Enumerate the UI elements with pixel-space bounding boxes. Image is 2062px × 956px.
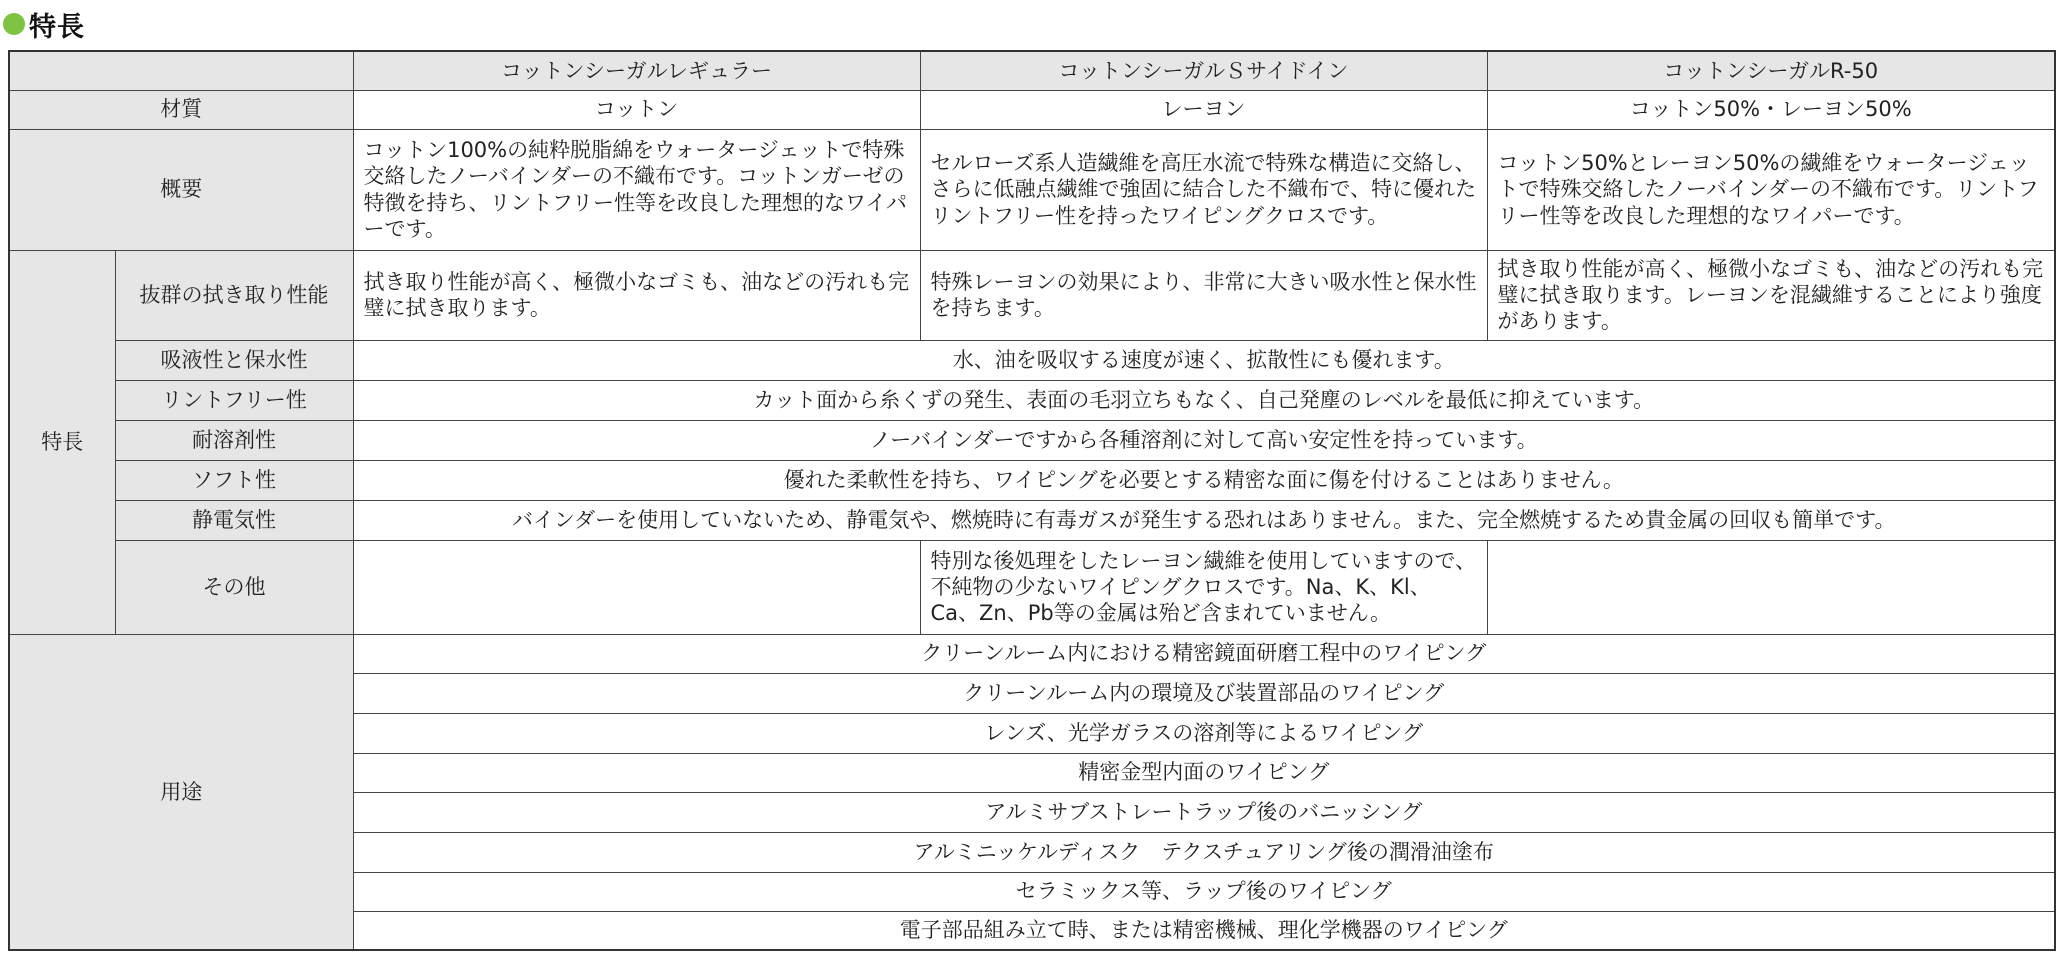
static-label: 静電気性 bbox=[115, 500, 353, 540]
use-item: クリーンルーム内の環境及び装置部品のワイピング bbox=[353, 673, 2055, 713]
wiping-regular: 拭き取り性能が高く、極微小なゴミも、油などの汚れも完璧に拭き取ります。 bbox=[353, 250, 920, 340]
absorb-label: 吸液性と保水性 bbox=[115, 340, 353, 380]
use-item: セラミックス等、ラップ後のワイピング bbox=[353, 872, 2055, 911]
absorb-row bbox=[9, 340, 2055, 380]
material-label: 材質 bbox=[9, 90, 353, 129]
lintfree-label: リントフリー性 bbox=[115, 380, 353, 420]
use-item: アルミサブストレートラップ後のバニッシング bbox=[353, 792, 2055, 832]
soft-row bbox=[9, 460, 2055, 500]
header-row bbox=[9, 51, 2055, 90]
material-s-side-in: レーヨン bbox=[920, 90, 1487, 129]
solvent-row bbox=[9, 420, 2055, 460]
spec-table bbox=[8, 50, 2056, 951]
other-regular bbox=[353, 540, 920, 634]
overview-s-side-in: セルローズ系人造繊維を高圧水流で特殊な構造に交絡し、さらに低融点繊維で強固に結合した不織布で、特に優れたリントフリー性を持ったワイピングクロスです。 bbox=[920, 129, 1487, 250]
use-item: アルミニッケルディスク テクスチュアリング後の潤滑油塗布 bbox=[353, 832, 2055, 872]
solvent-value: ノーバインダーですから各種溶剤に対して高い安定性を持っています。 bbox=[353, 420, 2055, 460]
other-r50 bbox=[1487, 540, 2055, 634]
soft-value: 優れた柔軟性を持ち、ワイピングを必要とする精密な面に傷を付けることはありません。 bbox=[353, 460, 2055, 500]
static-value: バインダーを使用していないため、静電気や、燃焼時に有毒ガスが発生する恐れはありません。また、完全燃焼するため貴金属の回収も簡単です。 bbox=[353, 500, 2055, 540]
use-item: 精密金型内面のワイピング bbox=[353, 753, 2055, 792]
soft-label: ソフト性 bbox=[115, 460, 353, 500]
column-header-regular: コットンシーガルレギュラー bbox=[353, 51, 920, 90]
uses-label: 用途 bbox=[9, 634, 353, 950]
lintfree-row bbox=[9, 380, 2055, 420]
column-header-r50: コットンシーガルR-50 bbox=[1487, 51, 2055, 90]
use-item: 電子部品組み立て時、または精密機械、理化学機器のワイピング bbox=[353, 911, 2055, 950]
static-row bbox=[9, 500, 2055, 540]
wiping-label: 抜群の拭き取り性能 bbox=[115, 250, 353, 340]
header-corner bbox=[9, 51, 353, 90]
overview-label: 概要 bbox=[9, 129, 353, 250]
other-row bbox=[9, 540, 2055, 634]
overview-r50: コットン50%とレーヨン50%の繊維をウォータージェットで特殊交絡したノーバインダーの不織布です。リントフリー性等を改良した理想的なワイパーです。 bbox=[1487, 129, 2055, 250]
use-row bbox=[9, 634, 2055, 673]
lintfree-value: カット面から糸くずの発生、表面の毛羽立ちもなく、自己発塵のレベルを最低に抑えています。 bbox=[353, 380, 2055, 420]
absorb-value: 水、油を吸収する速度が速く、拡散性にも優れます。 bbox=[353, 340, 2055, 380]
material-r50: コットン50%・レーヨン50% bbox=[1487, 90, 2055, 129]
features-label: 特長 bbox=[9, 250, 115, 634]
other-s-side-in: 特別な後処理をしたレーヨン繊維を使用していますので、不純物の少ないワイピングクロスです。Na、K、Kl、Ca、Zn、Pb等の金属は殆ど含まれていません。 bbox=[920, 540, 1487, 634]
wiping-s-side-in: 特殊レーヨンの効果により、非常に大きい吸水性と保水性を持ちます。 bbox=[920, 250, 1487, 340]
column-header-s-side-in: コットンシーガルＳサイドイン bbox=[920, 51, 1487, 90]
wiping-row bbox=[9, 250, 2055, 340]
use-item: クリーンルーム内における精密鏡面研磨工程中のワイピング bbox=[353, 634, 2055, 673]
overview-regular: コットン100%の純粋脱脂綿をウォータージェットで特殊交絡したノーバインダーの不織布です。コットンガーゼの特徴を持ち、リントフリー性等を改良した理想的なワイパーです。 bbox=[353, 129, 920, 250]
overview-row bbox=[9, 129, 2055, 250]
material-regular: コットン bbox=[353, 90, 920, 129]
other-label: その他 bbox=[115, 540, 353, 634]
use-item: レンズ、光学ガラスの溶剤等によるワイピング bbox=[353, 713, 2055, 753]
section-heading bbox=[0, 4, 85, 44]
solvent-label: 耐溶剤性 bbox=[115, 420, 353, 460]
section-title: 特長 bbox=[29, 11, 85, 43]
wiping-r50: 拭き取り性能が高く、極微小なゴミも、油などの汚れも完璧に拭き取ります。レーヨンを混繊維することにより強度があります。 bbox=[1487, 250, 2055, 340]
green-bullet-icon bbox=[3, 13, 25, 35]
material-row bbox=[9, 90, 2055, 129]
